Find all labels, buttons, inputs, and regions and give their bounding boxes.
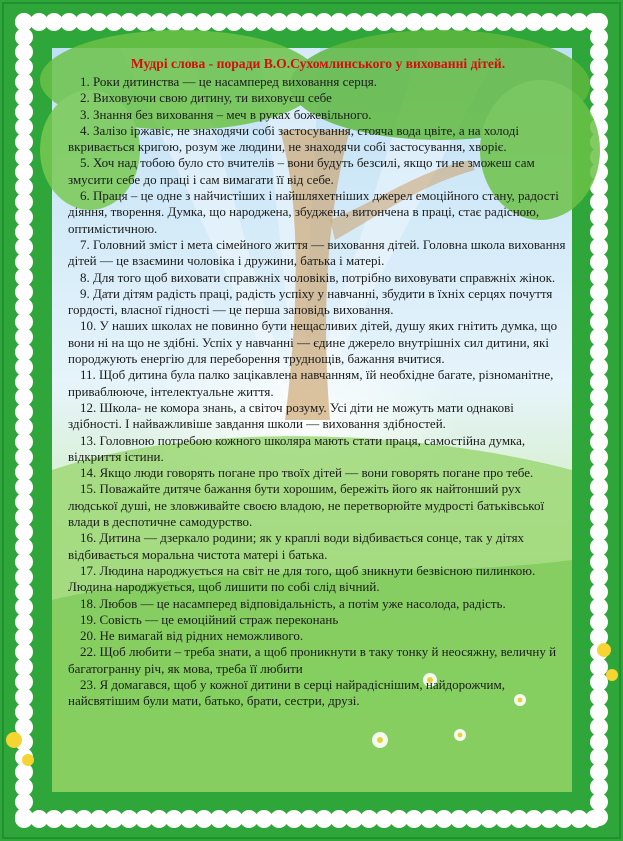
advice-text-block (68, 55, 568, 790)
advice-item: 1. Роки дитинства — це насамперед виховання серця. (80, 74, 377, 89)
advice-item: 4. Залізо іржавіє, не знаходячи собі застосування, стояча вода цвіте, а на холоді вкривається кригою, розум же людини, не знаходячи собі застосування, хворіє. (68, 122, 519, 155)
advice-item: 7. Головний зміст і мета сімейного життя — виховання дітей. Головна школа виховання дітей — це взаємини чоловіка і дружини, батька і матері. (68, 236, 566, 269)
tips-list (68, 74, 568, 710)
advice-item: 3. Знання без виховання – меч в руках божевільного. (80, 106, 372, 122)
poster-title: Мудрі слова - поради В.О.Сухомлинського у вихованні дітей. (130, 56, 506, 71)
advice-item: 15. Поважайте дитяче бажання бути хорошим, бережіть його як найтонший рух людської душі, не зловживайте своєю владою, не перетворюйте мудрості батьківської влади в деспотичне самодурство. (68, 481, 545, 530)
advice-item: 2. Виховуючи свою дитину, ти виховуєш себе (80, 90, 332, 106)
advice-item: 10. У наших школах не повинно бути нещасливих дітей, душу яких гнітить думка, що вони ні на що не здібні. Успіх у навчанні — єдине джерело внутрішніх сил дитини, які породжують енергію для переборення труднощів, бажання вчитися. (68, 318, 558, 367)
advice-item: 20. Не вимагай від рідних неможливого. (80, 628, 304, 644)
advice-item: 13. Головною потребою кожного школяра мають стати праця, самостійна думка, відкриття істини. (68, 432, 526, 464)
advice-item: 14. Якщо люди говорять погане про твоїх дітей — вони говорять погане про тебе. (80, 465, 534, 481)
advice-item: 12. Школа- не комора знань, а світоч розуму. Усі діти не можуть мати однакові здібності. І найважливіше завдання школи — виховання здібностей. (68, 399, 514, 432)
advice-item: 17. Людина народжується на світ не для того, щоб зникнути безвісною пилинкою. Людина народжується, щоб лишити по собі слід вічний. (68, 562, 536, 595)
advice-item: 19. Совість — це емоційний страж переконань (80, 611, 339, 627)
advice-item: 18. Любов — це насамперед відповідальність, а потім уже насолода, радість. (80, 595, 506, 611)
advice-item: 8. Для того щоб виховати справжніх чоловіків, потрібно виховувати справжніх жінок. (80, 269, 556, 285)
advice-item: 23. Я домагався, щоб у кожної дитини в серці найрадіснішим, найдорожчим, найсвятішим були мати, батько, брати, сестри, друзі. (68, 676, 505, 709)
advice-item: 9. Дати дітям радість праці, радість успіху у навчанні, збудити в їхніх серцях почуття гордості, власної гідності — це перша заповідь виховання. (68, 285, 553, 318)
advice-item: 16. Дитина — дзеркало родини; як у краплі води відбивається сонце, так у дітях відбивається моральна чистота матері і батька. (68, 530, 525, 562)
advice-item: 5. Хоч над тобою було сто вчителів – вони будуть безсилі, якщо ти не зможеш сам змусити себе до праці і сам вимагати її від себе. (68, 155, 535, 187)
advice-item: 22. Щоб любити – треба знати, а щоб проникнути в таку тонку й неосяжну, величну й багатогранну річ, як мова, треба її любити (68, 644, 557, 676)
advice-item: 11. Щоб дитина була палко зацікавлена навчанням, їй необхідне багате, різноманітне, приваблююче, інтелектуальне життя. (68, 367, 554, 399)
advice-item: 6. Праця – це одне з найчистіших і найшляхетніших джерел емоційного стану, радості діяння, творення. Думка, що народжена, збуджена, витончена в праці, стає радісною, оптимістичною. (68, 188, 559, 236)
